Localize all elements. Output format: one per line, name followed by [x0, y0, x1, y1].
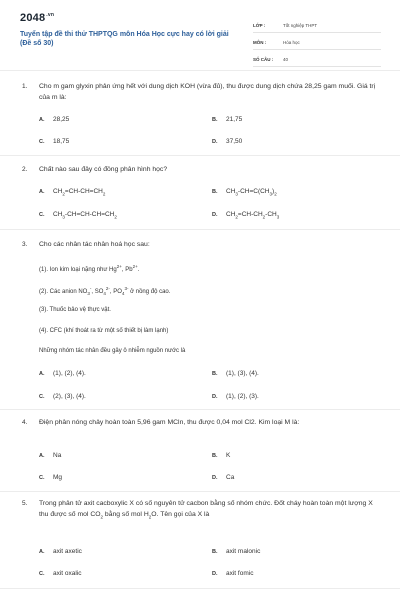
meta-value: Hóa học — [283, 39, 300, 45]
option-c[interactable] — [39, 138, 69, 145]
option-letter: D. — [212, 212, 218, 218]
option-formula: $CH_2=CH-CH=CH_2$ — [53, 188, 106, 197]
option-text: (2), (3), (4). — [53, 393, 86, 400]
question-divider — [0, 155, 400, 156]
exam-header — [0, 0, 400, 66]
option-a[interactable] — [39, 116, 69, 123]
question-divider — [0, 409, 400, 410]
option-letter: C. — [39, 475, 45, 481]
option-b[interactable] — [212, 548, 260, 555]
option-text: axit fomic — [226, 570, 254, 577]
meta-row-class — [253, 18, 381, 33]
meta-label: SỐ CÂU : — [253, 56, 274, 62]
option-b[interactable] — [212, 452, 230, 459]
statement-3: (3). Thuốc bảo vệ thực vật. — [39, 307, 111, 313]
option-text: 28,25 — [53, 116, 70, 123]
question-text: Cho các nhân tác nhân hoá học sau: — [39, 241, 150, 248]
meta-label: LỚP : — [253, 22, 266, 28]
question-divider — [0, 229, 400, 230]
meta-value: 40 — [283, 56, 289, 62]
option-text: axit malonic — [226, 548, 261, 555]
logo-text: 2048 — [20, 12, 46, 24]
option-c[interactable] — [39, 474, 62, 481]
option-text: (1), (3), (4). — [226, 370, 259, 377]
option-text: 37,50 — [226, 138, 243, 145]
option-letter: A. — [39, 371, 45, 377]
option-formula: $CH_2=CH-CH_2-CH_3$ — [226, 211, 280, 220]
option-letter: C. — [39, 139, 45, 145]
question-text: Trong phân tử axit cacboxylic X có số nguyên tử cacbon bằng số nhóm chức. Đốt cháy hoàn toàn một lượng X thu được số mol $CO_2$ bằng số mol $H_2O$. Tên gọi của X là — [39, 500, 373, 520]
option-text: Na — [53, 452, 62, 459]
option-a[interactable] — [39, 370, 86, 377]
statement-4: (4). CFC (khí thoát ra từ một số thiết bị làm lạnh) — [39, 328, 169, 334]
header-divider — [0, 70, 400, 71]
option-d[interactable] — [212, 474, 234, 481]
meta-row-count — [253, 52, 381, 67]
option-b[interactable] — [212, 370, 259, 377]
option-d[interactable] — [212, 570, 253, 577]
option-letter: B. — [212, 189, 218, 195]
option-letter: A. — [39, 189, 45, 195]
site-logo[interactable] — [20, 12, 54, 24]
option-letter: C. — [39, 571, 45, 577]
option-letter: B. — [212, 453, 218, 459]
question-divider — [0, 491, 400, 492]
option-letter: A. — [39, 453, 45, 459]
option-text: 18,75 — [53, 138, 70, 145]
question-divider — [0, 588, 400, 589]
option-d[interactable] — [212, 211, 279, 219]
option-a[interactable] — [39, 548, 82, 555]
question-number: 3. — [22, 241, 28, 248]
statement-1: (1). Ion kim loại nặng như $Hg^{2+}$, $Pb^{2+}$. — [39, 264, 140, 273]
question-number: 5. — [22, 500, 28, 507]
option-text: Ca — [226, 474, 235, 481]
option-letter: C. — [39, 212, 45, 218]
meta-value: Tốt nghiệp THPT — [283, 22, 318, 28]
option-c[interactable] — [39, 393, 86, 400]
option-a[interactable] — [39, 452, 61, 459]
question-text: Điện phân nóng chảy hoàn toàn 5,96 gam MCln, thu được 0,04 mol Cl2. Kim loại M là: — [39, 419, 300, 426]
option-letter: B. — [212, 371, 218, 377]
question-number: 1. — [22, 83, 28, 90]
question-number: 2. — [22, 166, 28, 173]
option-text: (1), (2), (3). — [226, 393, 259, 400]
option-letter: A. — [39, 549, 45, 555]
question-number: 4. — [22, 419, 28, 426]
statement-2: (2). Các anion $NO_3^-$, $SO_4^{2-}$, $PO_4^{3-}$ ở nồng độ cao. — [39, 286, 171, 297]
option-letter: D. — [212, 475, 218, 481]
option-text: Mg — [53, 474, 63, 481]
option-b[interactable] — [212, 116, 242, 123]
exam-meta — [253, 18, 381, 69]
option-text: (1), (2), (4). — [53, 370, 86, 377]
option-text: K — [226, 452, 231, 459]
option-letter: B. — [212, 549, 218, 555]
question-text: Cho m gam glyxin phản ứng hết với dung dịch KOH (vừa đủ), thu được dung dịch chứa 28,25 gam muối. Giá trị của m là: — [39, 83, 376, 101]
exam-title: Tuyển tập đề thi thử THPTQG môn Hóa Học cực hay có lời giải (Đề số 30) — [20, 31, 229, 47]
option-letter: C. — [39, 394, 45, 400]
logo-suffix: .vn — [46, 12, 55, 19]
option-letter: D. — [212, 139, 218, 145]
option-d[interactable] — [212, 393, 259, 400]
option-letter: B. — [212, 117, 218, 123]
option-text: axit axetic — [53, 548, 82, 555]
option-text: axit oxalic — [53, 570, 82, 577]
meta-label: MÔN : — [253, 39, 267, 45]
option-b[interactable] — [212, 188, 277, 196]
option-letter: D. — [212, 571, 218, 577]
question-prompt: Những nhóm tác nhân đều gây ô nhiễm nguồn nước là — [39, 348, 186, 354]
option-c[interactable] — [39, 570, 82, 577]
option-text: 21,75 — [226, 116, 243, 123]
option-letter: A. — [39, 117, 45, 123]
option-letter: D. — [212, 394, 218, 400]
option-c[interactable] — [39, 211, 117, 219]
option-formula: $CH_3-CH=C(CH_3)_2$ — [226, 188, 277, 197]
option-a[interactable] — [39, 188, 105, 196]
option-formula: $CH_3-CH=CH-CH=CH_2$ — [53, 211, 117, 220]
question-text: Chất nào sau đây có đồng phân hình học? — [39, 166, 168, 173]
option-d[interactable] — [212, 138, 242, 145]
meta-row-subject — [253, 35, 381, 50]
